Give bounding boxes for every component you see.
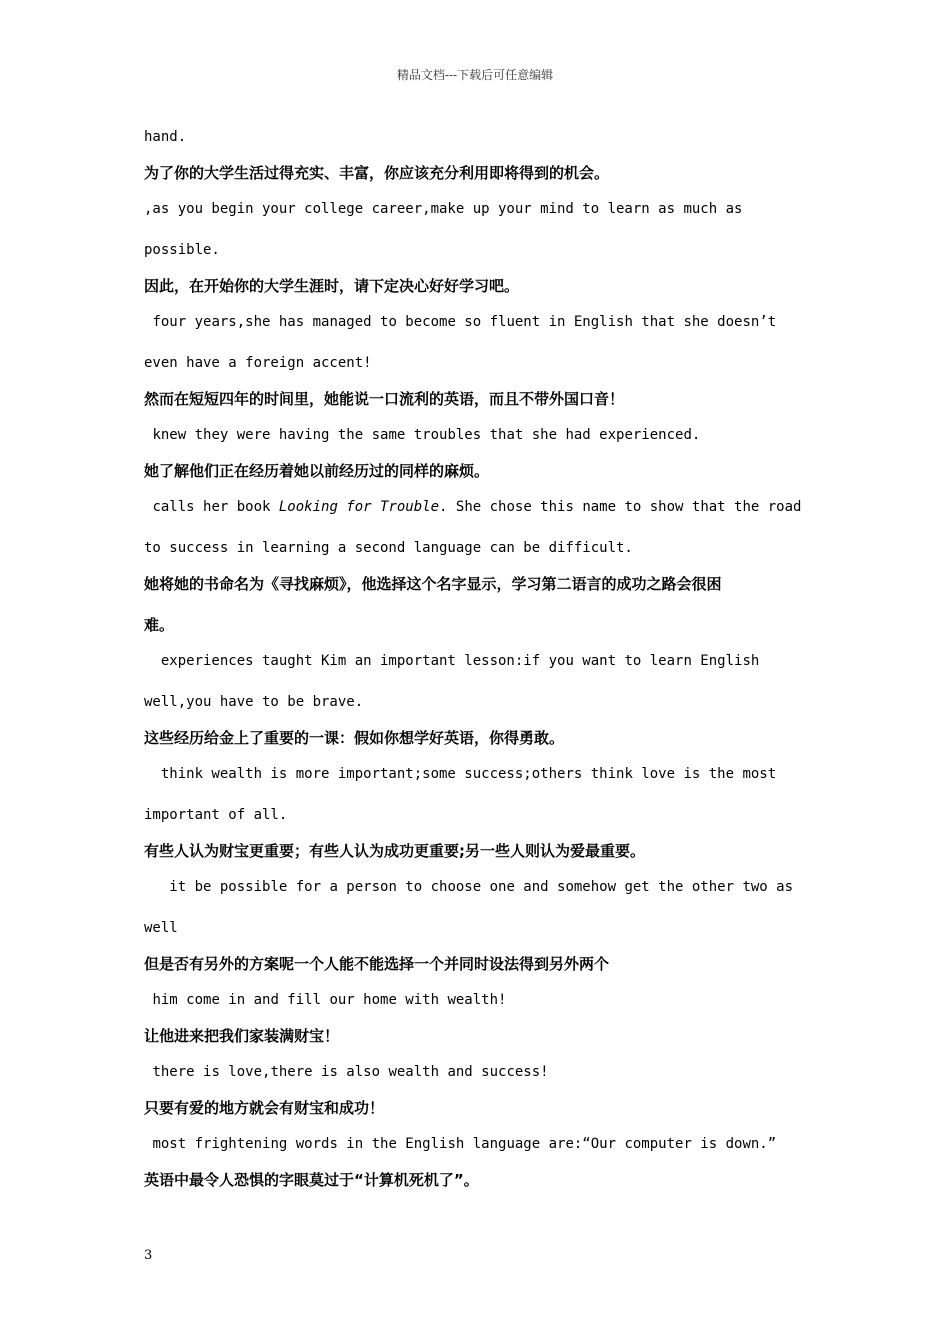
english-line: him come in and fill our home with wealth!	[144, 992, 507, 1008]
chinese-line: 为了你的大学生活过得充实、丰富，你应该充分利用即将得到的机会。	[144, 164, 610, 182]
english-line: experiences taught Kim an important lesson:if you want to learn English	[144, 653, 760, 669]
chinese-line: 她将她的书命名为《寻找麻烦》，他选择这个名字显示，学习第二语言的成功之路会很困	[144, 575, 722, 593]
english-line: possible.	[144, 242, 220, 258]
book-title: Looking for Trouble	[278, 499, 440, 515]
english-line: well	[144, 920, 178, 936]
english-line: four years,she has managed to become so fluent in English that she doesn’t	[144, 314, 777, 330]
text-span: calls her book	[144, 499, 279, 515]
english-line: to success in learning a second language can be difficult.	[144, 540, 633, 556]
chinese-line: 这些经历给金上了重要的一课：假如你想学好英语，你得勇敢。	[144, 729, 565, 747]
english-line: hand.	[144, 129, 187, 145]
chinese-line: 因此，在开始你的大学生涯时，请下定决心好好学习吧。	[144, 277, 520, 295]
chinese-line: 有些人认为财宝更重要；有些人认为成功更重要;另一些人则认为爱最重要。	[144, 842, 646, 860]
english-line: ,as you begin your college career,make up your mind to learn as much as	[144, 201, 743, 217]
english-line: important of all.	[144, 807, 288, 823]
chinese-line: 她了解他们正在经历着她以前经历过的同样的麻烦。	[144, 462, 490, 480]
chinese-line: 但是否有另外的方案呢一个人能不能选择一个并同时设法得到另外两个	[144, 955, 610, 973]
chinese-line: 只要有爱的地方就会有财宝和成功！	[144, 1099, 385, 1117]
english-line: most frightening words in the English language are:“Our computer is down.”	[144, 1136, 777, 1152]
english-line: well,you have to be brave.	[144, 694, 364, 710]
chinese-line: 英语中最令人恐惧的字眼莫过于“计算机死机了”。	[144, 1171, 479, 1189]
english-line: knew they were having the same troubles that she had experienced.	[144, 427, 701, 443]
document-body	[144, 126, 806, 1191]
chinese-line: 难。	[144, 616, 175, 634]
english-line: think wealth is more important;some success;others think love is the most	[144, 766, 777, 782]
page-number: 3	[144, 1248, 153, 1263]
english-line: it be possible for a person to choose one and somehow get the other two as	[144, 879, 794, 895]
english-line: there is love,there is also wealth and success!	[144, 1064, 549, 1080]
english-line	[144, 496, 806, 518]
text-span: . She chose this name to show that the road	[439, 499, 802, 515]
chinese-line: 然而在短短四年的时间里，她能说一口流利的英语，而且不带外国口音！	[144, 390, 625, 408]
english-line: even have a foreign accent!	[144, 355, 372, 371]
chinese-line: 让他进来把我们家装满财宝！	[144, 1027, 340, 1045]
page-header: 精品文档---下载后可任意编辑	[396, 68, 554, 82]
